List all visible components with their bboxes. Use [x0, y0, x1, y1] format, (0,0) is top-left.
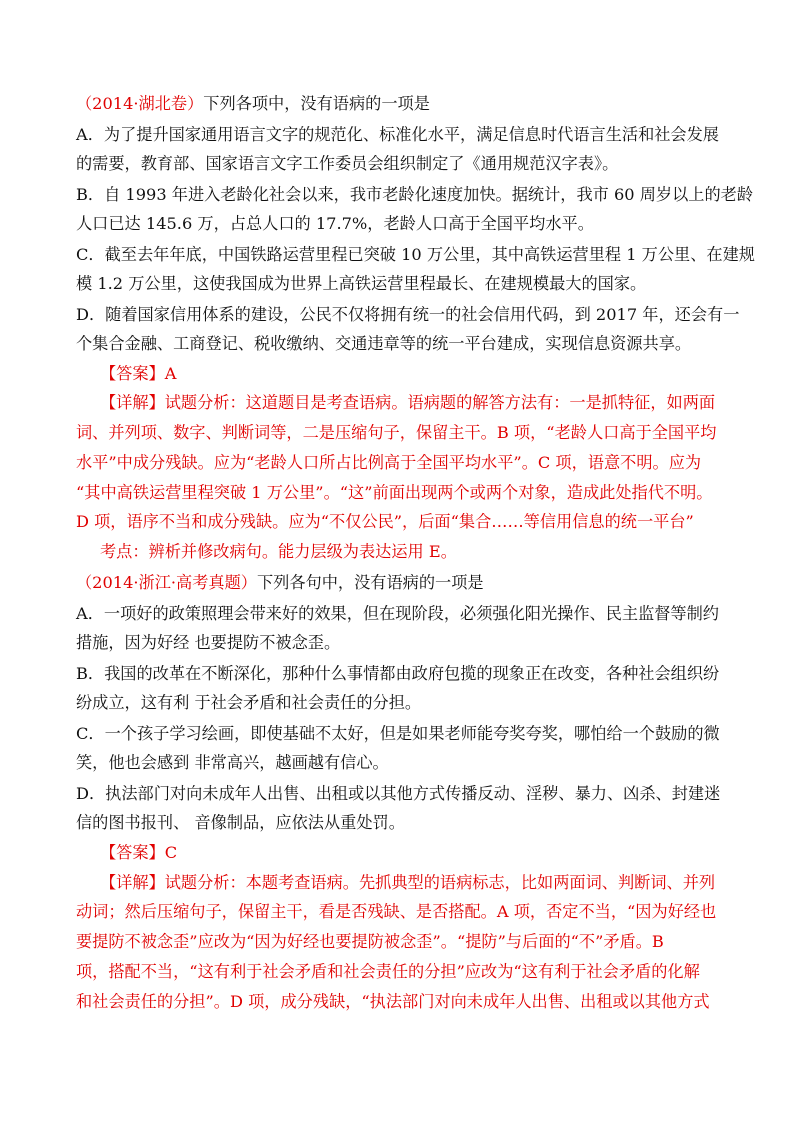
- question-2-option-line: C．一个孩子学习绘画，即使基础不太好，但是如果老师能夸奖夸奖，哪怕给一个鼓励的微: [76, 724, 720, 743]
- question-2-header: [76, 572, 484, 594]
- question-2-stem: 下列各句中，没有语病的一项是: [257, 573, 484, 592]
- question-1-kaodian: 考点：辨析并修改病句。能力层级为表达运用 E。: [100, 542, 457, 561]
- question-2-answer: 【答案】C: [100, 843, 178, 862]
- question-2-option-line: D．执法部门对向未成年人出售、出租或以其他方式传播反动、淫秽、暴力、凶杀、封建迷: [76, 784, 721, 803]
- question-1-detail-line: D 项，语序不当和成分残缺。应为“不仅公民”，后面“集合……等信用信息的统一平台”: [76, 512, 694, 531]
- question-1-detail-line: 【详解】试题分析：这道题目是考查语病。语病题的解答方法有：一是抓特征，如两面: [100, 393, 716, 412]
- question-1-option-line: 的需要，教育部、国家语言文字工作委员会组织制定了《通用规范汉字表》。: [76, 154, 619, 173]
- question-1-option-line: D．随着国家信用体系的建设，公民不仅将拥有统一的社会信用代码，到 2017 年，还会有一: [76, 305, 740, 324]
- question-2-detail-line: 项，搭配不当，“这有利于社会矛盾和社会责任的分担”应改为“这有利于社会矛盾的化解: [76, 962, 700, 981]
- question-1-option-line: C．截至去年年底，中国铁路运营里程已突破 10 万公里，其中高铁运营里程 1 万公里、在建规: [76, 245, 755, 264]
- question-1-source: （2014·湖北卷）: [76, 94, 204, 113]
- question-1-option-line: B．自 1993 年进入老龄化社会以来，我市老龄化速度加快。据统计，我市 60 周岁以上的老龄: [76, 185, 754, 204]
- question-1-detail-line: 水平”中成分残缺。应为“老龄人口所占比例高于全国平均水平”。C 项，语意不明。应为: [76, 453, 702, 472]
- question-2-option-line: 纷成立，这有利 于社会矛盾和社会责任的分担。: [76, 693, 422, 712]
- question-1-answer: 【答案】A: [100, 364, 177, 383]
- question-1-stem: 下列各项中，没有语病的一项是: [203, 94, 430, 113]
- question-1-detail-line: “其中高铁运营里程突破 1 万公里”。“这”前面出现两个或两个对象，造成此处指代不明。: [76, 483, 713, 502]
- question-1-option-line: 个集合金融、工商登记、税收缴纳、交通违章等的统一平台建成，实现信息资源共享。: [76, 334, 692, 353]
- question-1-option-line: A．为了提升国家通用语言文字的规范化、标准化水平，满足信息时代语言生活和社会发展: [76, 125, 719, 144]
- question-2-option-line: 笑，他也会感到 非常高兴，越画越有信心。: [76, 753, 389, 772]
- question-2-option-line: A．一项好的政策照理会带来好的效果，但在现阶段，必须强化阳光操作、民主监督等制约: [76, 604, 719, 623]
- question-1-detail-line: 词、并列项、数字、判断词等，二是压缩句子，保留主干。B 项，“老龄人口高于全国平均: [76, 423, 717, 442]
- question-1-header: [76, 93, 430, 115]
- question-2-detail-line: 动词；然后压缩句子，保留主干，看是否残缺、是否搭配。A 项，否定不当，“因为好经也: [76, 902, 717, 921]
- question-2-detail-line: 要提防不被念歪”应改为“因为好经也要提防被念歪”。“提防”与后面的“不”矛盾。B: [76, 932, 664, 951]
- question-2-detail-line: 【详解】试题分析：本题考查语病。先抓典型的语病标志，比如两面词、判断词、并列: [100, 873, 716, 892]
- question-2-source: （2014·浙江·高考真题）: [76, 573, 257, 592]
- question-2-option-line: B．我国的改革在不断深化，那种什么事情都由政府包揽的现象正在改变，各种社会组织纷: [76, 664, 720, 683]
- question-2-detail-line: 和社会责任的分担”。D 项，成分残缺，“执法部门对向未成年人出售、出租或以其他方式: [76, 992, 710, 1011]
- question-2-option-line: 信的图书报刊、 音像制品，应依法从重处罚。: [76, 813, 405, 832]
- question-2-option-line: 措施，因为好经 也要提防不被念歪。: [76, 633, 341, 652]
- question-1-option-line: 人口已达 145.6 万，占总人口的 17.7%，老龄人口高于全国平均水平。: [76, 214, 594, 233]
- question-1-option-line: 模 1.2 万公里，这使我国成为世界上高铁运营里程最长、在建规模最大的国家。: [76, 274, 647, 293]
